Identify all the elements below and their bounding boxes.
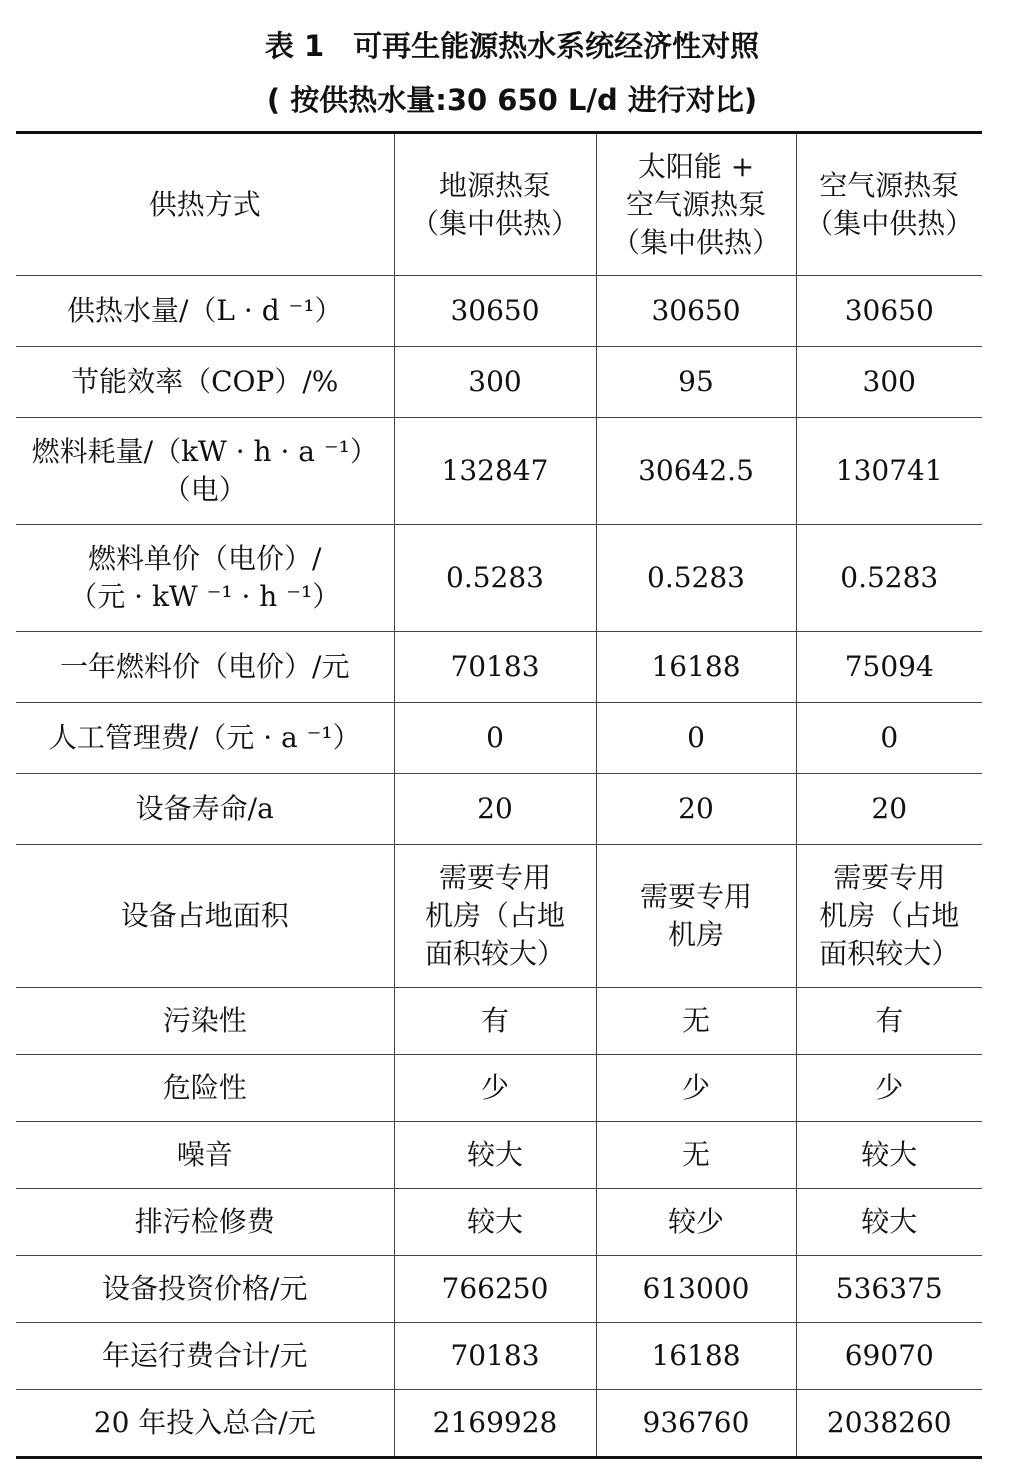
table-cell: 0.5283 [394,525,596,632]
table-cell: 较少 [596,1189,796,1256]
table-cell: 2169928 [394,1390,596,1458]
table-cell: 300 [796,347,982,418]
table-cell: 536375 [796,1256,982,1323]
table-row [16,1256,982,1323]
table-cell: 20 [596,774,796,845]
table-cell: 少 [796,1055,982,1122]
header-cell: 供热方式 [148,187,261,221]
table-cell: 300 [394,347,596,418]
table-cell: 16188 [596,632,796,703]
table-row [16,1055,982,1122]
table-cell: 936760 [596,1390,796,1458]
table-cell: 无 [596,1122,796,1189]
table-cell: 较大 [394,1122,596,1189]
table-cell: 766250 [394,1256,596,1323]
table-cell: 0 [796,703,982,774]
table-header-row [16,133,982,276]
table-cell: 需要专用 机房 [596,845,796,988]
table-row [16,525,982,632]
row-label: 燃料单价（电价）/ （元 · kW ⁻¹ · h ⁻¹） [16,525,394,632]
header-cell: 太阳能 + 空气源热泵 （集中供热） [596,133,796,276]
row-label: 20 年投入总合/元 [16,1390,394,1458]
row-label: 节能效率（COP）/% [16,347,394,418]
table-row [16,1189,982,1256]
header-cell: 空气源热泵 （集中供热） [796,133,982,276]
row-label: 燃料耗量/（kW · h · a ⁻¹） （电） [16,418,394,525]
table-subtitle: ( 按供热水量:30 650 L/d 进行对比) [266,83,758,117]
table-cell: 少 [596,1055,796,1122]
table-cell: 有 [796,988,982,1055]
table-row [16,632,982,703]
table-row [16,845,982,988]
row-label: 噪音 [16,1122,394,1189]
table-row [16,276,982,347]
table-cell: 75094 [796,632,982,703]
table-cell: 30650 [596,276,796,347]
table-cell: 20 [796,774,982,845]
row-label: 设备占地面积 [16,845,394,988]
row-label: 设备投资价格/元 [16,1256,394,1323]
table-cell: 613000 [596,1256,796,1323]
table-row [16,1390,982,1458]
table-cell: 无 [596,988,796,1055]
table-row [16,418,982,525]
table-row [16,988,982,1055]
row-label: 污染性 [16,988,394,1055]
table-cell: 0 [394,703,596,774]
table-cell: 0.5283 [796,525,982,632]
row-label: 排污检修费 [16,1189,394,1256]
table-cell: 70183 [394,632,596,703]
row-label: 一年燃料价（电价）/元 [16,632,394,703]
table-cell: 2038260 [796,1390,982,1458]
table-cell: 需要专用 机房（占地 面积较大） [796,845,982,988]
table-cell: 20 [394,774,596,845]
table-cell: 69070 [796,1323,982,1390]
table-row [16,347,982,418]
table-cell: 0.5283 [596,525,796,632]
row-label: 设备寿命/a [16,774,394,845]
row-label: 供热水量/（L · d ⁻¹） [16,276,394,347]
table-row [16,703,982,774]
row-label: 年运行费合计/元 [16,1323,394,1390]
table-row [16,1122,982,1189]
header-cell: 地源热泵 （集中供热） [394,133,596,276]
table-cell: 较大 [796,1122,982,1189]
table-cell: 16188 [596,1323,796,1390]
table-cell: 少 [394,1055,596,1122]
table-cell: 130741 [796,418,982,525]
table-cell: 需要专用 机房（占地 面积较大） [394,845,596,988]
table-cell: 132847 [394,418,596,525]
table-title: 表 1 可再生能源热水系统经济性对照 [264,29,760,63]
table-row [16,1323,982,1390]
table-cell: 30650 [394,276,596,347]
table-cell: 30642.5 [596,418,796,525]
table-cell: 30650 [796,276,982,347]
table-cell: 较大 [394,1189,596,1256]
table-cell: 95 [596,347,796,418]
table-cell: 有 [394,988,596,1055]
row-label: 危险性 [16,1055,394,1122]
row-label: 人工管理费/（元 · a ⁻¹） [16,703,394,774]
table-row [16,774,982,845]
table-cell: 较大 [796,1189,982,1256]
table-cell: 70183 [394,1323,596,1390]
comparison-table [16,131,982,1459]
table-cell: 0 [596,703,796,774]
